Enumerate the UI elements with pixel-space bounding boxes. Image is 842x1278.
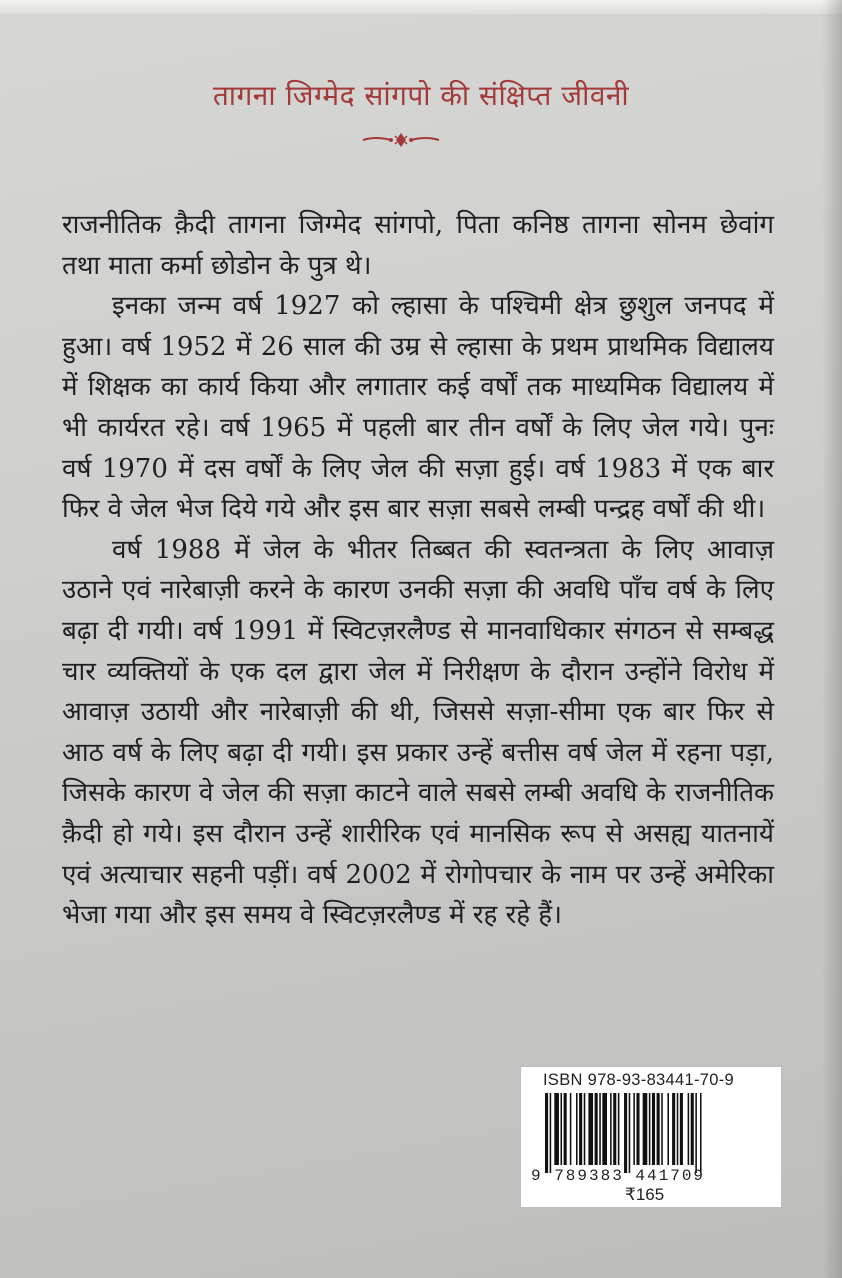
barcode-bar bbox=[652, 1093, 655, 1165]
barcode-bar bbox=[584, 1093, 586, 1165]
barcode-bar bbox=[610, 1093, 612, 1165]
barcode-bar bbox=[564, 1093, 567, 1165]
barcode-bar bbox=[643, 1093, 648, 1165]
barcode-bar bbox=[695, 1093, 697, 1173]
barcode-bar bbox=[629, 1093, 631, 1173]
barcode-label bbox=[520, 1066, 782, 1208]
barcode-bar bbox=[554, 1093, 559, 1165]
cover-title: तागना जिग्मेद सांगपो की संक्षिप्त जीवनी bbox=[212, 79, 630, 112]
barcode-bar bbox=[576, 1093, 578, 1165]
barcode-digits: 9 789383 441709 bbox=[531, 1167, 706, 1185]
isbn-number: ISBN 978-93-83441-70-9 bbox=[543, 1071, 734, 1089]
cover-top-edge bbox=[0, 0, 842, 14]
barcode-bar bbox=[667, 1093, 669, 1165]
barcode-bar bbox=[636, 1093, 639, 1165]
barcode-bar bbox=[688, 1093, 690, 1165]
decorative-flourish-icon bbox=[361, 130, 441, 150]
barcode-bar bbox=[595, 1093, 598, 1165]
paragraph-3: वर्ष 1988 में जेल के भीतर तिब्बत की स्वतन्त्रता के लिए आवाज़ उठाने एवं नारेबाज़ी करने के कारण उनकी सज़ा की अवधि पाँच वर्ष के लिए बढ़ा दी गयी। वर्ष 1991 में स्विटज़रलैण्ड से मानवाधिकार संगठन से सम्बद्ध चार व्यक्तियों के एक दल द्वारा जेल में निरीक्षण के दौरान उन्होंने विरोध में आवाज़ उठायी और नारेबाज़ी की थी, जिससे सज़ा-सीमा एक बार फिर से आठ वर्ष के लिए बढ़ा दी गयी। इस प्रकार उन्हें बत्तीस वर्ष जेल में रहना पड़ा, जिसके कारण वे जेल की सज़ा काटने वाले सबसे लम्बी अवधि के राजनीतिक क़ैदी हो गये। इस दौरान उन्हें शारीरिक एवं मानसिक रूप से असह्य यातनायें एवं अत्याचार सहनी पड़ीं। वर्ष 2002 में रोगोपचार के नाम पर उन्हें अमेरिका भेजा गया और इस समय वे स्विटज़रलैण्ड में रह रहे हैं। bbox=[62, 534, 774, 931]
barcode-bar bbox=[561, 1093, 563, 1165]
cover-right-shadow bbox=[822, 0, 842, 1278]
barcode-bar bbox=[691, 1093, 694, 1165]
barcode-bar bbox=[680, 1093, 683, 1165]
paragraph-2: इनका जन्म वर्ष 1927 को ल्हासा के पश्चिमी क्षेत्र छुशुल जनपद में हुआ। वर्ष 1952 में 26 साल की उम्र से ल्हासा के प्रथम प्राथमिक विद्यालय में शिक्षक का कार्य किया और लगातार कई वर्षों तक माध्यमिक विद्यालय में भी कार्यरत रहे। वर्ष 1965 में पहली बार तीन वर्षों के लिए जेल गये। पुनः वर्ष 1970 में दस वर्षों के लिए जेल की सज़ा हुई। वर्ष 1983 में एक बार फिर वे जेल भेज दिये गये और इस बार सज़ा सबसे लम्बी पन्द्रह वर्षों की थी। bbox=[62, 291, 774, 525]
barcode-icon bbox=[545, 1093, 765, 1173]
paragraph-1: राजनीतिक क़ैदी तागना जिग्मेद सांगपो, पिता कनिष्ठ तागना सोनम छेवांग तथा माता कर्मा छोडोन के पुत्र थे। bbox=[62, 210, 774, 281]
price-label: ₹165 bbox=[625, 1185, 665, 1204]
barcode-bar bbox=[602, 1093, 607, 1165]
barcode-bar bbox=[545, 1093, 548, 1173]
barcode-bar bbox=[579, 1093, 582, 1165]
barcode-bar bbox=[633, 1093, 635, 1165]
barcode-bar bbox=[657, 1093, 660, 1165]
barcode-bar bbox=[672, 1093, 675, 1165]
barcode-bar bbox=[661, 1093, 663, 1165]
barcode-bar bbox=[677, 1093, 679, 1165]
barcode-bar bbox=[613, 1093, 616, 1165]
barcode-bar bbox=[624, 1093, 627, 1173]
barcode-bar bbox=[570, 1093, 572, 1165]
barcode-bar bbox=[588, 1093, 593, 1165]
barcode-bar bbox=[599, 1093, 601, 1165]
biography-text bbox=[62, 205, 774, 936]
barcode-bar bbox=[700, 1093, 702, 1173]
barcode-bar bbox=[649, 1093, 651, 1165]
barcode-bar bbox=[550, 1093, 552, 1173]
barcode-bar bbox=[618, 1093, 620, 1165]
